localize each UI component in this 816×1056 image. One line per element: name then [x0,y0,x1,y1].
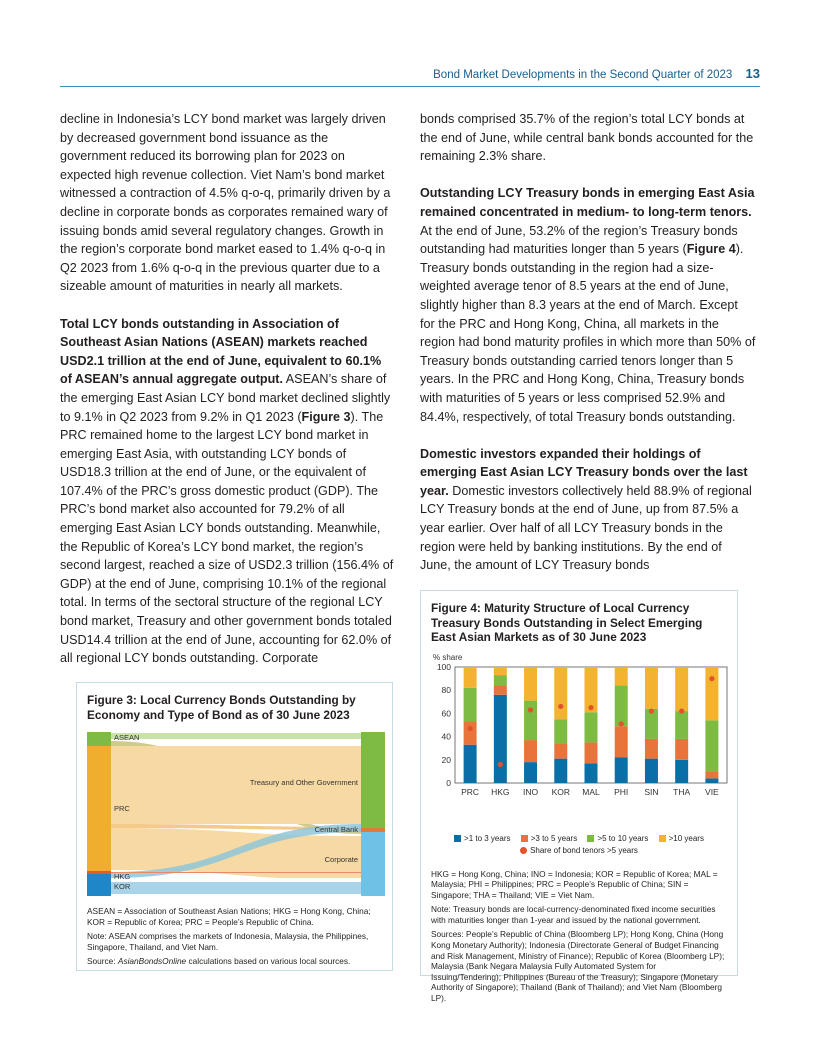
figure-4-title: Figure 4: Maturity Structure of Local Currency Treasury Bonds Outstanding in Select Emerging East Asian Markets as of 30 June 2023 [431,601,703,644]
bar-segment [524,667,537,701]
bar-segment [585,712,598,742]
bar-segment [615,757,628,783]
page-number: 13 [745,66,760,81]
bar-segment [615,726,628,757]
bar-segment [524,762,537,783]
bar-segment [675,759,688,782]
paragraph: Domestic investors expanded their holdings of emerging East Asian LCY Treasury bonds over the last year. Domestic investors collectively held 88.9% of regional LCY Treasury bonds at the end of June, up from 87.5% a year earlier. Over half of all LCY Treasury bonds in the region were held by banking institutions. By the end of June, the amount of LCY Treasury bonds [420,446,752,573]
bar-segment [675,711,688,739]
bar-segment [524,700,537,739]
figure-3-note: Note: ASEAN comprises the markets of Indonesia, Malaysia, the Philippines, Singapore, Thailand, and Viet Nam. [87,931,369,952]
bar-segment [645,667,658,709]
bar-segment [494,675,507,685]
bar-segment [494,685,507,694]
bar-segment [705,667,718,720]
bar-segment [494,694,507,782]
figure-reference[interactable]: Figure 3 [301,409,351,424]
legend-swatch-icon [521,835,528,842]
bar-segment [675,667,688,711]
legend-swatch-icon [454,835,461,842]
bar-segment [585,763,598,783]
x-tick-label: INO [522,786,539,797]
bar-segment [554,719,567,743]
tenor-share-dot [468,725,473,730]
running-head [60,66,760,87]
bar-segment [675,738,688,759]
figure-4-box [420,590,738,1004]
tenor-share-dot [588,705,593,710]
figure-3-box [76,682,393,971]
y-tick-label: 100 [436,661,451,672]
bar-segment [615,667,628,686]
paragraph: Total LCY bonds outstanding in Association of Southeast Asian Nations (ASEAN) markets reached USD2.1 trillion at the end of June, equivalent to 60.1% of ASEAN’s annual aggregate output. ASEAN’s share of the emerging East Asian LCY bond market declined slightly to 9.1% in Q2 2023 from 9.2% in Q1 2023 (Figure 3). The PRC remained home to the largest LCY bond market in emerging East Asia, with outstanding LCY bonds of USD18.3 trillion at the end of June, or the equivalent of 107.4% of the PRC’s gross domestic product (GDP). The PRC’s bond market also accounted for 79.2% of all emerging East Asian LCY bonds outstanding. Meanwhile, the Republic of Korea’s LCY bond market, the region’s second largest, reached a size of USD2.3 trillion (156.4% of GDP) at the end of June, comprising 10.1% of the regional total. In terms of the sectoral structure of the regional LCY bond market, Treasury and other government bonds totaled USD14.4 trillion at the end of June, accounting for 62.0% of all regional LCY bonds outstanding. Corporate [60,316,394,666]
bar-segment [705,771,718,778]
bar-segment [645,758,658,782]
tenor-share-dot [679,708,684,713]
legend-item: >1 to 3 years [454,833,510,845]
legend-item: >5 to 10 years [587,833,648,845]
bar-segment [464,744,477,782]
bar-segment [705,778,718,783]
legend-dot-icon [520,847,527,854]
bar-segment [464,667,477,688]
legend-swatch-icon [659,835,666,842]
node-label-treasury: Treasury and Other Government [249,778,358,787]
tenor-share-dot [528,707,533,712]
figure-4-note: Note: Treasury bonds are local-currency-denominated fixed income securities with maturities longer than 1-year and issued by the national government. [431,904,716,925]
bar-segment [464,721,477,744]
legend-item: >10 years [659,833,704,845]
tenor-share-dot [619,721,624,726]
figure-4-legend [431,833,727,857]
figure-3-source: Source: AsianBondsOnline calculations based on various local sources. [87,956,351,967]
bar-segment [554,743,567,758]
figure-3-sankey-chart [87,732,387,896]
bar-segment [524,740,537,762]
y-axis-label: % share [433,652,463,662]
tenor-share-dot [709,676,714,681]
node-label-corporate: Corporate [324,855,358,864]
figure-4-sources: Sources: People’s Republic of China (Bloomberg LP); Hong Kong, China (Hong Kong Monetary Authority); Indonesia (Directorate General of Budget Financing and Risk Management, Ministry of Finance); Republic of Korea (Bloomberg LP); Malaysia (Bank Negara Malaysia Fully Automated System for Issuing/Tendering); Philippines (Bureau of the Treasury); Singapore (Monetary Authority of Singapore); Thailand (Bank of Thailand); and Viet Nam (Bloomberg LP). [431,929,725,1004]
right-column [420,110,756,593]
x-tick-label: SIN [644,786,659,797]
bar-segment [705,720,718,771]
node-label-kor: KOR [114,882,131,891]
bar-segment [615,685,628,726]
running-head-title: Bond Market Developments in the Second Quarter of 2023 [433,69,733,81]
y-tick-label: 80 [441,684,451,695]
legend-item: >3 to 5 years [521,833,577,845]
x-tick-label: PRC [461,786,480,797]
y-tick-label: 40 [441,731,451,742]
figure-3-abbreviations: ASEAN = Association of Southeast Asian Nations; HKG = Hong Kong, China; KOR = Republic of Korea; PRC = People’s Republic of China. [87,906,371,927]
paragraph: decline in Indonesia’s LCY bond market was largely driven by decreased government bond issuance as the government reduced its borrowing plan for 2023 on expected high revenue collection. Viet Nam’s bond market witnessed a contraction of 4.5% q-o-q, primarily driven by a decline in corporate bonds as corporates remained wary of issuing bonds amid several regulatory changes. Growth in the region’s corporate bond market eased to 1.4% q-o-q in Q2 2023 from 1.6% q-o-q in the previous quarter due to a sizeable amount of maturities in nearly all markets. [60,112,391,294]
bar-segment [585,742,598,763]
tenor-share-dot [558,703,563,708]
figure-4-abbreviations: HKG = Hong Kong, China; INO = Indonesia; KOR = Republic of Korea; MAL = Malaysia; PHI = Philippines; PRC = People’s Republic of China; SIN = Singapore; THA = Thailand; VIE = Viet Nam. [431,868,718,900]
lead-sentence: Domestic investors expanded their holdings of emerging East Asian LCY Treasury bonds over the last year. [420,446,748,498]
x-tick-label: MAL [582,786,600,797]
figure-4-bar-chart [431,651,731,831]
x-tick-label: THA [673,786,691,797]
bar-segment [645,738,658,758]
y-tick-label: 0 [446,777,451,788]
node-label-asean: ASEAN [114,733,140,742]
lead-sentence: Total LCY bonds outstanding in Association of Southeast Asian Nations (ASEAN) markets reached USD2.1 trillion at the end of June, equivalent to 60.1% of ASEAN’s annual aggregate output. [60,316,382,387]
figure-reference[interactable]: Figure 4 [686,242,736,257]
bar-segment [494,667,507,675]
paragraph: bonds comprised 35.7% of the region’s total LCY bonds at the end of June, while central bank bonds accounted for the remaining 2.3% share. [420,112,754,164]
node-label-prc: PRC [114,804,130,813]
y-tick-label: 20 [441,754,451,765]
paragraph: Outstanding LCY Treasury bonds in emerging East Asia remained concentrated in medium- to long-term tenors. At the end of June, 53.2% of the region’s Treasury bonds outstanding had maturities longer than 5 years (Figure 4). Treasury bonds outstanding in the region had a size-weighted average tenor of 8.5 years at the end of June, slightly higher than 8.3 years at the end of March. Except for the PRC and Hong Kong, China, all markets in the region had bond maturity profiles in which more than 50% of Treasury bonds outstanding carried tenors longer than 5 years. In the PRC and Hong Kong, China, Treasury bonds with maturities of 5 years or less comprised 52.9% and 84.4%, respectively, of total Treasury bonds outstanding. [420,186,756,424]
tenor-share-dot [498,761,503,766]
legend-item: Share of bond tenors >5 years [520,845,638,857]
x-tick-label: KOR [551,786,570,797]
x-tick-label: VIE [705,786,719,797]
bar-segment [554,758,567,782]
node-label-central-bank: Central Bank [314,825,358,834]
x-tick-label: HKG [491,786,510,797]
figure-3-title: Figure 3: Local Currency Bonds Outstanding by Economy and Type of Bond as of 30 June 2023 [87,693,356,722]
legend-swatch-icon [587,835,594,842]
bar-segment [464,687,477,721]
lead-sentence: Outstanding LCY Treasury bonds in emerging East Asia remained concentrated in medium- to long-term tenors. [420,186,755,219]
tenor-share-dot [649,708,654,713]
node-label-hkg: HKG [114,872,131,881]
left-column [60,110,396,686]
bar-segment [554,667,567,719]
x-tick-label: PHI [614,786,629,797]
y-tick-label: 60 [441,707,451,718]
